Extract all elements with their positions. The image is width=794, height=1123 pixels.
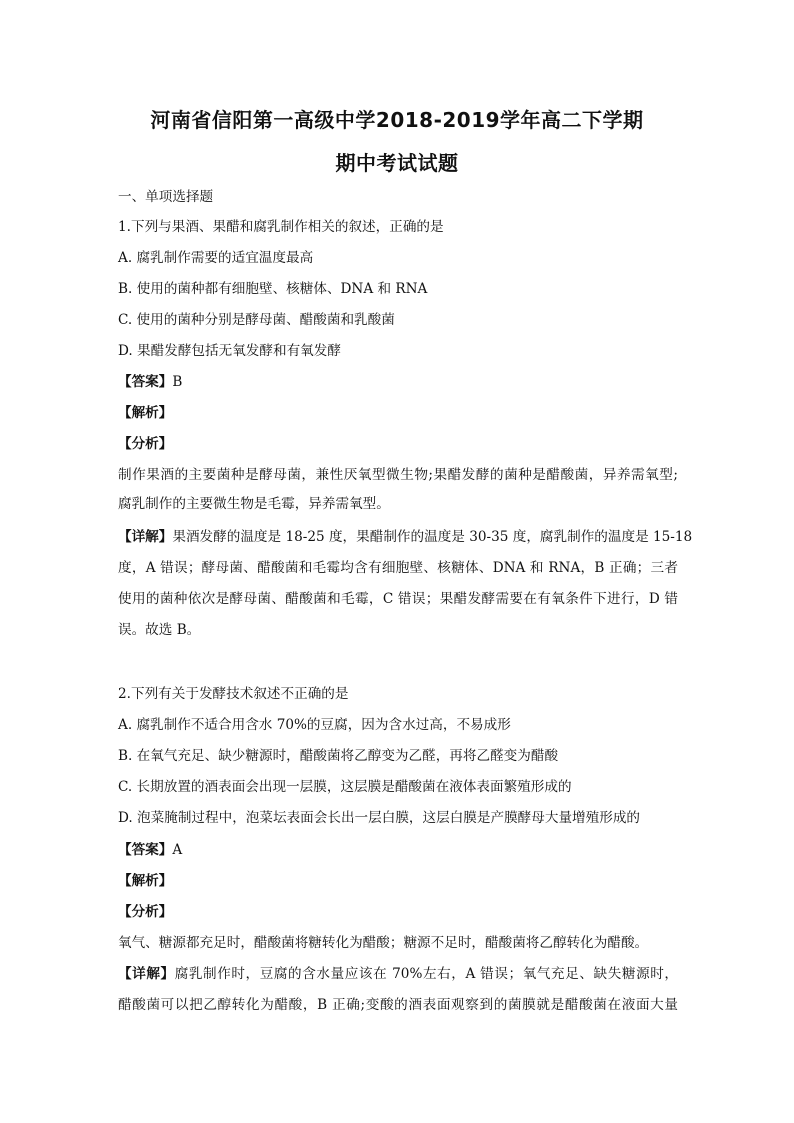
question-2-detail-line-2: 醋酸菌可以把乙醇转化为醋酸，B 正确;变酸的酒表面观察到的菌膜就是醋酸菌在液面大量: [118, 997, 678, 1013]
answer-label: 【答案】: [118, 374, 173, 390]
question-1-option-d: D. 果醋发酵包括无氧发酵和有氧发酵: [118, 343, 341, 359]
question-1-fenxi-label: 【分析】: [118, 436, 173, 452]
question-1-option-a: A. 腐乳制作需要的适宜温度最高: [118, 250, 314, 266]
question-2-option-a: A. 腐乳制作不适合用含水 70%的豆腐，因为含水过高，不易成形: [118, 717, 511, 733]
question-1-analysis-line-1: 制作果酒的主要菌种是酵母菌，兼性厌氧型微生物;果醋发酵的菌种是醋酸菌，异养需氧型;: [118, 467, 678, 483]
question-2-analysis-line-1: 氧气、糖源都充足时，醋酸菌将糖转化为醋酸；糖源不足时，醋酸菌将乙醇转化为醋酸。: [118, 935, 649, 951]
answer-label: 【答案】: [118, 842, 173, 858]
question-1-detail-line-3: 使用的菌种依次是酵母菌、醋酸菌和毛霉，C 错误；果醋发酵需要在有氧条件下进行，D 错: [118, 591, 678, 607]
question-2-jiexi-label: 【解析】: [118, 873, 173, 889]
question-1-detail-line-4: 误。故选 B。: [118, 622, 201, 638]
detail-label: 【详解】: [118, 529, 173, 545]
question-2-detail-line-1: [118, 964, 678, 984]
question-1-option-c: C. 使用的菌种分别是酵母菌、醋酸菌和乳酸菌: [118, 312, 395, 328]
question-2-answer: [118, 840, 678, 860]
question-2-option-d: D. 泡菜腌制过程中，泡菜坛表面会长出一层白膜，这层白膜是产膜酵母大量增殖形成的: [118, 810, 641, 826]
question-2-stem: 2.下列有关于发酵技术叙述不正确的是: [118, 686, 349, 702]
document-title-line-2: 期中考试试题: [335, 151, 459, 175]
question-2-option-b: B. 在氧气充足、缺少糖源时，醋酸菌将乙醇变为乙醛，再将乙醛变为醋酸: [118, 748, 559, 764]
question-2-option-c: C. 长期放置的酒表面会出现一层膜，这层膜是醋酸菌在液体表面繁殖形成的: [118, 779, 572, 795]
document-title-line-1: 河南省信阳第一高级中学2018-2019学年高二下学期: [150, 108, 644, 132]
question-1-answer: [118, 372, 678, 392]
question-1-stem: 1.下列与果酒、果醋和腐乳制作相关的叙述，正确的是: [118, 219, 444, 235]
question-1-detail-line-2: 度，A 错误；酵母菌、醋酸菌和毛霉均含有细胞壁、核糖体、DNA 和 RNA，B 正确；三者: [118, 560, 678, 576]
section-heading: 一、单项选择题: [118, 189, 214, 205]
detail-label: 【详解】: [118, 966, 175, 982]
question-2-fenxi-label: 【分析】: [118, 904, 173, 920]
detail-text: 腐乳制作时，豆腐的含水量应该在 70%左右，A 错误；氧气充足、缺失糖源时，: [174, 966, 679, 982]
answer-value: A: [172, 842, 183, 858]
question-1-detail-line-1: [118, 527, 693, 547]
question-1-analysis-line-2: 腐乳制作的主要微生物是毛霉，异养需氧型。: [118, 496, 390, 512]
answer-value: B: [172, 374, 183, 390]
question-1-option-b: B. 使用的菌种都有细胞壁、核糖体、DNA 和 RNA: [118, 281, 428, 297]
question-1-jiexi-label: 【解析】: [118, 405, 173, 421]
detail-text: 果酒发酵的温度是 18-25 度，果醋制作的温度是 30-35 度，腐乳制作的温度是 15-18: [172, 529, 693, 545]
